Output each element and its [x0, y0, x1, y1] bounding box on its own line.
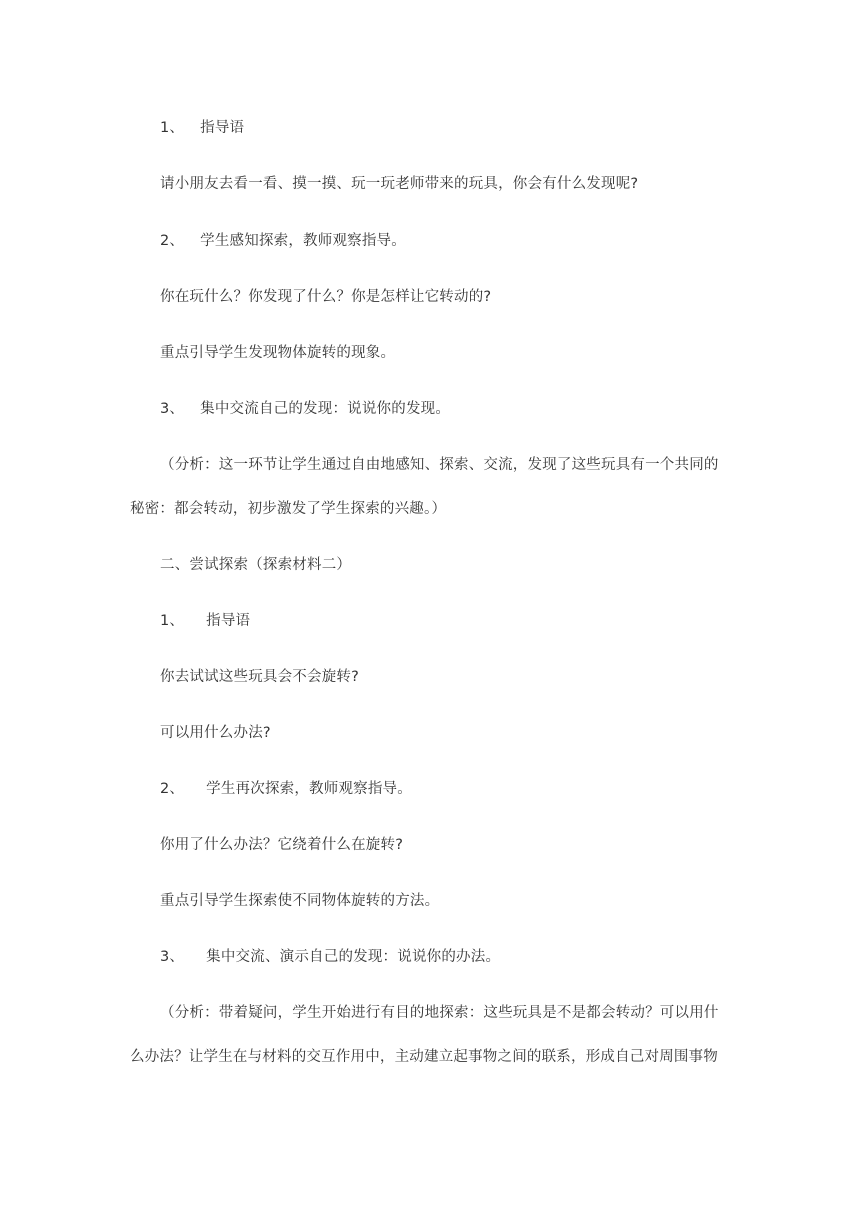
paragraph-text: 你用了什么办法？它绕着什么在旋转? [160, 837, 404, 853]
paragraph-text: 指导语 [206, 613, 251, 629]
list-number: 1、 [160, 613, 185, 629]
paragraph-text: 重点引导学生发现物体旋转的现象。 [160, 345, 396, 361]
paragraph-text: 你去试试这些玩具会不会旋转? [160, 669, 359, 685]
section-heading [160, 555, 351, 575]
analysis-note-line-1 [160, 1003, 719, 1023]
analysis-note-line-2 [130, 499, 446, 519]
paragraph [160, 835, 403, 855]
paragraph-text: 请小朋友去看一看、摸一摸、玩一玩老师带来的玩具，你会有什么发现呢? [160, 176, 639, 192]
list-item-instruction-heading [160, 118, 244, 138]
list-item-student-explore-again [160, 779, 412, 799]
paragraph-text: 集中交流、演示自己的发现：说说你的办法。 [206, 949, 501, 965]
list-number: 1、 [160, 120, 185, 136]
paragraph-text: 你在玩什么？你发现了什么？你是怎样让它转动的? [160, 289, 492, 305]
list-item-student-explore [160, 231, 406, 251]
paragraph-text: 指导语 [200, 120, 245, 136]
paragraph-text: 秘密：都会转动，初步激发了学生探索的兴趣。） [130, 501, 447, 517]
heading-text: 二、尝试探索（探索材料二） [160, 557, 352, 573]
paragraph-text: 学生感知探索，教师观察指导。 [200, 233, 406, 249]
list-item-share-findings [160, 399, 450, 419]
list-item-instruction-heading [160, 611, 250, 631]
paragraph [160, 287, 491, 307]
paragraph-text: 么办法？让学生在与材料的交互作用中，主动建立起事物之间的联系，形成自己对周围事物 [130, 1049, 718, 1065]
analysis-note-line-2 [130, 1047, 718, 1067]
paragraph [160, 891, 439, 911]
paragraph [160, 723, 271, 743]
list-item-share-demonstrate [160, 947, 500, 967]
paragraph-text: 可以用什么办法? [160, 725, 271, 741]
paragraph [160, 174, 638, 194]
paragraph-text: 重点引导学生探索使不同物体旋转的方法。 [160, 893, 440, 909]
list-number: 2、 [160, 233, 185, 249]
paragraph [160, 343, 395, 363]
paragraph-text: 集中交流自己的发现：说说你的发现。 [200, 401, 451, 417]
paragraph-text: （分析：带着疑问，学生开始进行有目的地探索：这些玩具是不是都会转动？可以用什 [160, 1005, 719, 1021]
list-number: 3、 [160, 949, 185, 965]
list-number: 2、 [160, 781, 185, 797]
paragraph [160, 667, 359, 687]
list-number: 3、 [160, 401, 185, 417]
paragraph-text: 学生再次探索，教师观察指导。 [206, 781, 412, 797]
paragraph-text: （分析：这一环节让学生通过自由地感知、探索、交流，发现了这些玩具有一个共同的 [160, 457, 719, 473]
analysis-note-line-1 [160, 455, 719, 475]
